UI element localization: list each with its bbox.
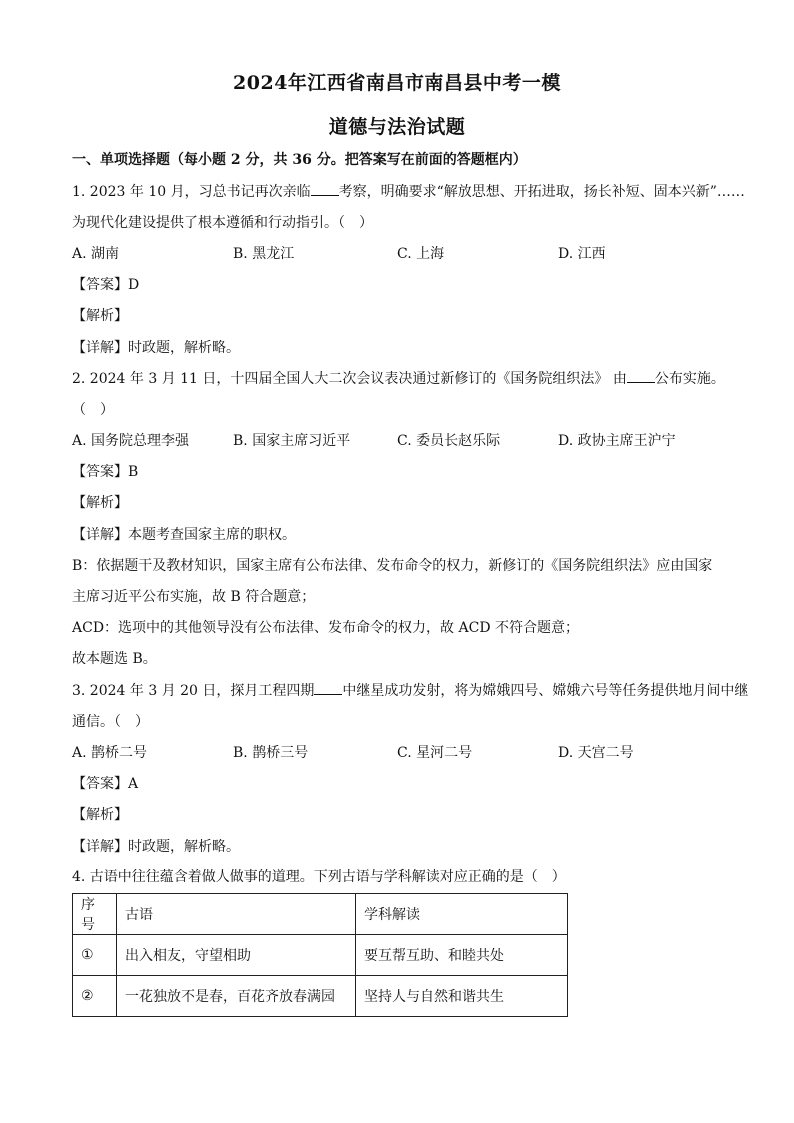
q3-stem-a: 3. 2024 年 3 月 20 日，探月工程四期 — [72, 683, 315, 699]
q2-body-line3: ACD：选项中的其他领导没有公布法律、发布命令的权力，故 ACD 不符合题意； — [72, 620, 579, 636]
table-cell: 坚持人与自然和谐共生 — [356, 976, 568, 1017]
q1-option-b: B. 黑龙江 — [233, 246, 295, 262]
q3-option-b: B. 鹊桥三号 — [233, 745, 309, 761]
q2-answer: 【答案】B — [72, 464, 139, 480]
table-row — [73, 976, 568, 1017]
exam-subtitle: 道德与法治试题 — [328, 116, 466, 138]
q3-blank — [314, 682, 342, 695]
q2-analysis-label: 【解析】 — [72, 495, 128, 511]
q2-option-a: A. 国务院总理李强 — [72, 433, 190, 449]
q3-answer: 【答案】A — [72, 776, 139, 792]
q2-option-c: C. 委员长赵乐际 — [397, 433, 501, 449]
q3-stem-line1 — [72, 681, 749, 701]
table-cell: 要互帮互助、和睦共处 — [356, 935, 568, 976]
table-cell: 出入相友，守望相助 — [117, 935, 356, 976]
table-header-cell: 序号 — [73, 894, 117, 935]
table-cell: ② — [73, 976, 117, 1017]
q1-option-c: C. 上海 — [397, 246, 445, 262]
q3-option-c: C. 星河二号 — [397, 745, 473, 761]
q1-blank — [311, 183, 339, 196]
q1-option-a: A. 湖南 — [72, 246, 120, 262]
q1-analysis-label: 【解析】 — [72, 308, 128, 324]
q3-option-a: A. 鹊桥二号 — [72, 745, 148, 761]
exam-title: 2024年江西省南昌市南昌县中考一模 — [233, 72, 561, 94]
table-header-row — [73, 894, 568, 935]
q3-analysis-label: 【解析】 — [72, 807, 128, 823]
q4-table — [72, 893, 568, 1017]
q2-option-d: D. 政协主席王沪宁 — [558, 433, 676, 449]
q1-answer: 【答案】D — [72, 277, 140, 293]
q4-stem: 4. 古语中往往蕴含着做人做事的道理。下列古语与学科解读对应正确的是（ ） — [72, 869, 566, 885]
table-row — [73, 935, 568, 976]
q2-option-b: B. 国家主席习近平 — [233, 433, 351, 449]
q2-blank — [627, 370, 655, 383]
q1-option-d: D. 江西 — [558, 246, 606, 262]
q1-stem-b: 考察，明确要求“解放思想、开拓进取，扬长补短、固本兴新”…… — [338, 184, 745, 200]
q3-stem-b: 中继星成功发射，将为嫦娥四号、嫦娥六号等任务提供地月间中继 — [342, 683, 749, 699]
q2-detail: 【详解】本题考查国家主席的职权。 — [72, 527, 296, 543]
q1-stem-line1 — [72, 182, 745, 202]
q2-stem-line2: （ ） — [72, 402, 114, 418]
q3-option-d: D. 天宫二号 — [558, 745, 634, 761]
q1-stem-line2: 为现代化建设提供了根本遵循和行动指引。（ ） — [72, 215, 373, 231]
q1-stem-a: 1. 2023 年 10 月，习总书记再次亲临 — [72, 184, 311, 200]
q3-stem-line2: 通信。（ ） — [72, 714, 149, 730]
table-header-cell: 学科解读 — [356, 894, 568, 935]
table-header-cell: 古语 — [117, 894, 356, 935]
q2-stem-a: 2. 2024 年 3 月 11 日，十四届全国人大二次会议表决通过新修订的《国务院组织法》 由 — [72, 371, 627, 387]
q2-body-line2: 主席习近平公布实施，故 B 符合题意； — [72, 589, 316, 605]
q3-detail: 【详解】时政题，解析略。 — [72, 839, 240, 855]
table-cell: 一花独放不是春，百花齐放春满园 — [117, 976, 356, 1017]
q2-body-line1: B：依据题干及教材知识，国家主席有公布法律、发布命令的权力，新修订的《国务院组织法》应由国家 — [72, 558, 713, 574]
q2-stem-b: 公布实施。 — [654, 371, 725, 387]
q2-body-line4: 故本题选 B。 — [72, 651, 157, 667]
q2-stem-line1 — [72, 369, 732, 389]
q1-detail: 【详解】时政题，解析略。 — [72, 340, 240, 356]
table-cell: ① — [73, 935, 117, 976]
section-heading: 一、单项选择题（每小题 2 分，共 36 分。把答案写在前面的答题框内） — [72, 152, 527, 168]
